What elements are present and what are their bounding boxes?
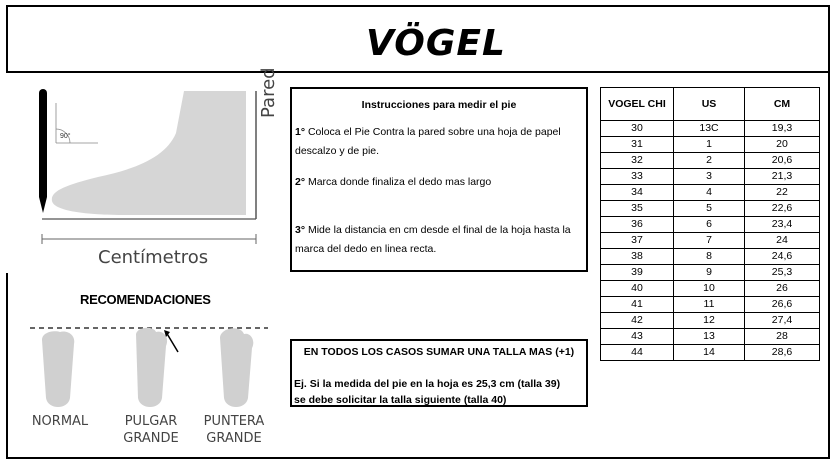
table-row [601,121,820,137]
table-cell: 27,4 [745,313,820,329]
length-label: Centímetros [98,247,209,268]
foot-label-long-toe: PUNTERA GRANDE [203,414,265,446]
table-cell: 3 [674,169,745,185]
angle-label: 90° [60,133,71,140]
table-cell: 13 [674,329,745,345]
table-cell: 21,3 [745,169,820,185]
size-note-box [290,339,588,407]
table-cell: 28,6 [745,345,820,361]
table-row [601,297,820,313]
header-vogel-chi: VOGEL CHI [601,88,674,121]
table-row [601,249,820,265]
foot-label-normal: NORMAL [31,414,89,429]
table-cell: 31 [601,137,674,153]
table-row [601,233,820,249]
wall-label: Pared [258,67,279,118]
table-cell: 43 [601,329,674,345]
table-row [601,153,820,169]
foot-label-big-toe: PULGAR GRANDE [123,414,179,446]
table-cell: 10 [674,281,745,297]
table-cell: 12 [674,313,745,329]
pencil-icon [39,93,47,197]
table-row [601,329,820,345]
table-cell: 39 [601,265,674,281]
table-cell: 13C [674,121,745,137]
table-cell: 23,4 [745,217,820,233]
table-cell: 19,3 [745,121,820,137]
table-cell: 9 [674,265,745,281]
big-toe-foot-icon [136,328,167,407]
table-cell: 11 [674,297,745,313]
table-cell: 5 [674,201,745,217]
table-cell: 22,6 [745,201,820,217]
table-row [601,137,820,153]
foot-measure-illustration [6,73,290,273]
header-us: US [674,88,745,121]
instruction-step-3: 3° Mide la distancia en cm desde el final de la hoja hasta la marca del dedo en linea recta. [295,224,571,255]
instructions-title: Instrucciones para medir el pie [361,99,517,111]
brand-logo [366,23,506,67]
table-row [601,345,820,361]
instruction-step-1: 1° Coloca el Pie Contra la pared sobre una hoja de papel descalzo y de pie. [295,126,561,157]
table-cell: 6 [674,217,745,233]
normal-foot-icon [42,331,74,407]
table-cell: 40 [601,281,674,297]
table-cell: 24,6 [745,249,820,265]
table-cell: 7 [674,233,745,249]
table-row [601,313,820,329]
size-table [600,87,820,361]
table-cell: 37 [601,233,674,249]
table-cell: 14 [674,345,745,361]
table-cell: 22 [745,185,820,201]
header [6,5,830,73]
table-cell: 30 [601,121,674,137]
table-cell: 2 [674,153,745,169]
table-cell: 36 [601,217,674,233]
table-cell: 38 [601,249,674,265]
foot-types-illustration [24,318,274,418]
recommendations-title: RECOMENDACIONES [80,292,211,307]
table-row [601,201,820,217]
table-cell: 20 [745,137,820,153]
instruction-step-2: 2° Marca donde finaliza el dedo mas largo [295,176,492,188]
table-row [601,169,820,185]
table-cell: 32 [601,153,674,169]
table-cell: 34 [601,185,674,201]
table-row [601,185,820,201]
table-cell: 25,3 [745,265,820,281]
logo-text: VÖGEL [366,23,506,64]
table-cell: 26,6 [745,297,820,313]
instructions-box [290,87,588,272]
table-row [601,217,820,233]
table-cell: 1 [674,137,745,153]
table-cell: 8 [674,249,745,265]
table-cell: 41 [601,297,674,313]
size-note-headline: EN TODOS LOS CASOS SUMAR UNA TALLA MAS (+1) [303,346,575,358]
table-cell: 33 [601,169,674,185]
table-cell: 24 [745,233,820,249]
table-row [601,265,820,281]
table-cell: 26 [745,281,820,297]
table-cell: 35 [601,201,674,217]
table-cell: 44 [601,345,674,361]
table-cell: 4 [674,185,745,201]
table-cell: 42 [601,313,674,329]
header-cm: CM [745,88,820,121]
table-cell: 20,6 [745,153,820,169]
size-note-example: Ej. Si la medida del pie en la hoja es 25,3 cm (talla 39) se debe solicitar la talla siguiente (talla 40) [294,378,561,406]
table-cell: 28 [745,329,820,345]
long-toe-foot-icon [220,328,253,407]
table-row [601,281,820,297]
